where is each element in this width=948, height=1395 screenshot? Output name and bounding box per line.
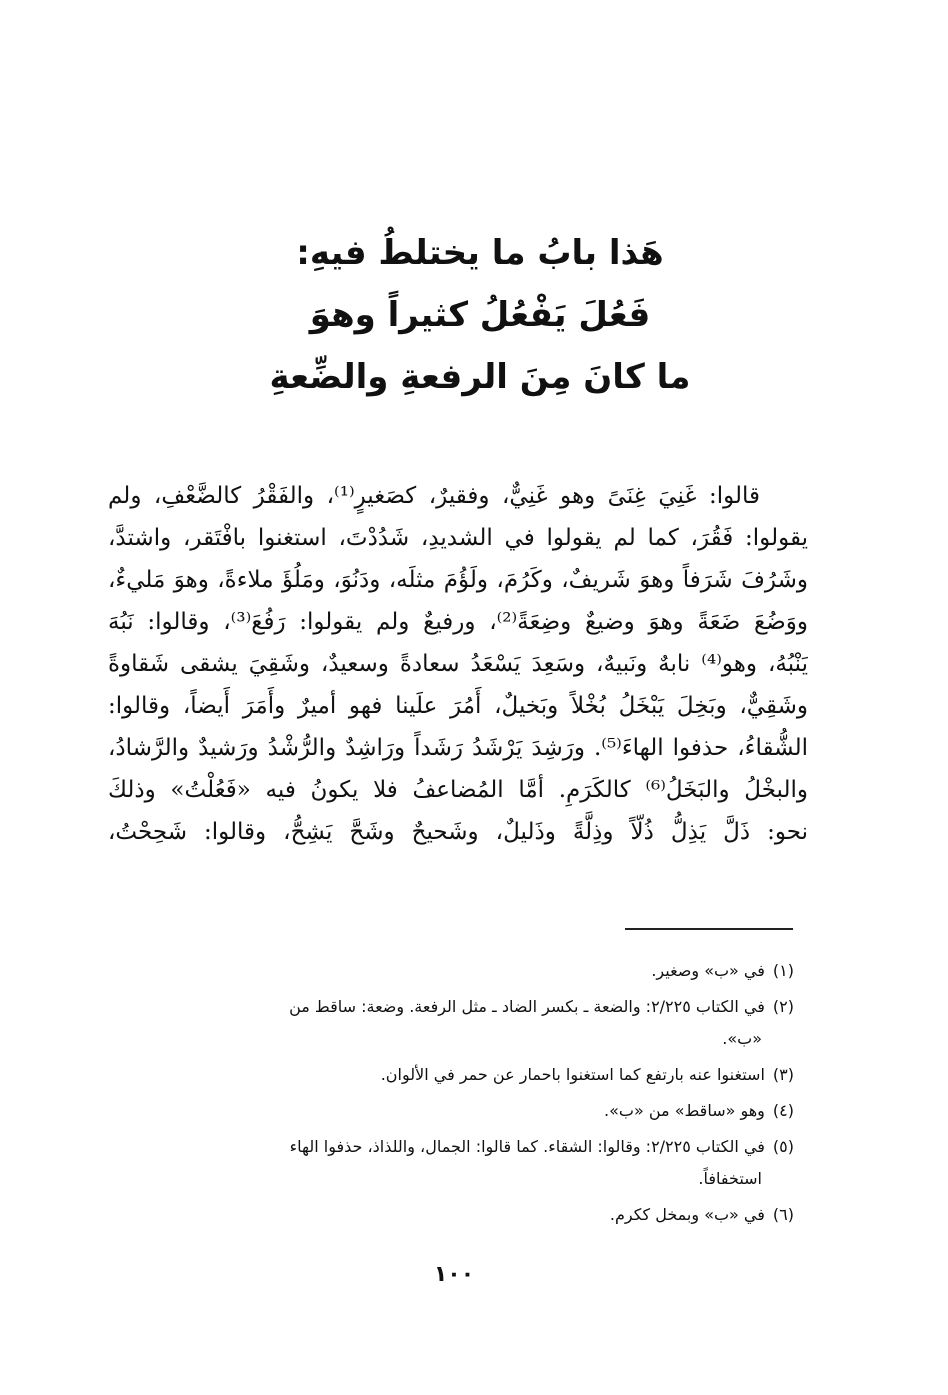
footnote-text-continued: استخفافاً. (698, 1169, 762, 1188)
body-line: يقولوا: فَقُرَ، كما لم يقولوا في الشديدِ، شَدُدْتَ، استغنوا بافْتَقر، واشتدَّ، (108, 525, 808, 551)
footnote-text: استغنوا عنه بارتفع كما استغنوا باحمار عن حمر في الألوان. (380, 1065, 765, 1084)
footnote-text: في الكتاب ٢/٢٢٥: وقالوا: الشقاء. كما قالوا: الجمال، واللذاذ، حذفوا الهاء (289, 1137, 765, 1156)
body-line: ووَضُعَ ضَعَةً وهوَ وضيعٌ وضِعَةً⁽²⁾، ورفيعٌ ولم يقولوا: رَفُعَ⁽³⁾، وقالوا: نَبُهَ (108, 609, 808, 635)
footnote-text-continued: «ب». (722, 1029, 762, 1048)
body-line: وشَرُفَ شَرَفاً وهوَ شَريفٌ، وكَرُمَ، ولَؤُمَ مثلَه، ودَنُوَ، ومَلُؤَ ملاءةً، وهوَ مَليءٌ، (108, 567, 808, 593)
footnote-2 (108, 991, 794, 1055)
body-line: وشَقِيٌّ، وبَخِلَ يَبْخَلُ بُخْلاً وبَخيلٌ، أَمُرَ علَينا فهو أميرٌ وأَمَرَ أَيضاً، وقالوا: (108, 693, 808, 719)
chapter-heading (180, 222, 780, 408)
footnote-4 (108, 1095, 794, 1127)
heading-line-3: ما كانَ مِنَ الرفعةِ والضِّعةِ (269, 357, 691, 397)
body-line: نحو: ذَلَّ يَذِلُّ ذُلّاً وذِلَّةً وذَليلٌ، وشَحيحٌ وشَحَّ يَشِحُّ، وقالوا: شَحِحْتُ، (108, 819, 808, 845)
footnote-divider (625, 928, 793, 930)
footnote-number: (٤) (772, 1101, 794, 1120)
footnote-number: (٣) (772, 1065, 794, 1084)
body-line: قالوا: غَنِيَ غِنَىً وهو غَنِيٌّ، وفقيرٌ، كصَغيرٍ⁽¹⁾، والفَقْرُ كالضَّعْفِ، ولم (108, 483, 760, 509)
footnote-text: وهو «ساقط» من «ب». (604, 1101, 765, 1120)
footnote-number: (٥) (772, 1137, 794, 1156)
footnote-number: (١) (772, 961, 794, 980)
body-line: الشُّقاءُ، حذفوا الهاءَ⁽⁵⁾. ورَشِدَ يَرْشَدُ رَشَداً ورَاشِدٌ والرُّشْدُ ورَشيدٌ والرَّشادُ، (108, 735, 808, 761)
page-number: ١٠٠ (433, 1262, 475, 1287)
footnote-number: (٦) (772, 1205, 794, 1224)
footnote-text: في الكتاب ٢/٢٢٥: والضعة ـ بكسر الضاد ـ مثل الرفعة. وضعة: ساقط من (289, 997, 765, 1016)
footnote-number: (٢) (772, 997, 794, 1016)
footnote-3 (108, 1059, 794, 1091)
body-text (108, 475, 808, 853)
footnote-1 (108, 955, 794, 987)
heading-line-1: هَذا بابُ ما يختلطُ فيهِ: (296, 233, 664, 273)
footnote-6 (108, 1199, 794, 1231)
footnote-5 (108, 1131, 794, 1195)
footnote-text: في «ب» وبمخل ككرم. (609, 1205, 765, 1224)
heading-line-2: فَعُلَ يَفْعُلُ كثيراً وهوَ (309, 295, 651, 335)
footnote-text: في «ب» وصغير. (651, 961, 765, 980)
footnotes (108, 955, 794, 1235)
body-line: والبخْلُ والبَخَلُ⁽⁶⁾ كالكَرَمِ. أمَّا المُضاعفُ فلا يكونُ فيه «فَعُلْتُ» وذلكَ (108, 777, 808, 803)
body-line: يَنْبُهُ، وهو⁽⁴⁾ نابهٌ ونَبيهٌ، وسَعِدَ يَسْعَدُ سعادةً وسعيدٌ، وشَقِيَ يشقى شَقاوةً (108, 651, 808, 677)
